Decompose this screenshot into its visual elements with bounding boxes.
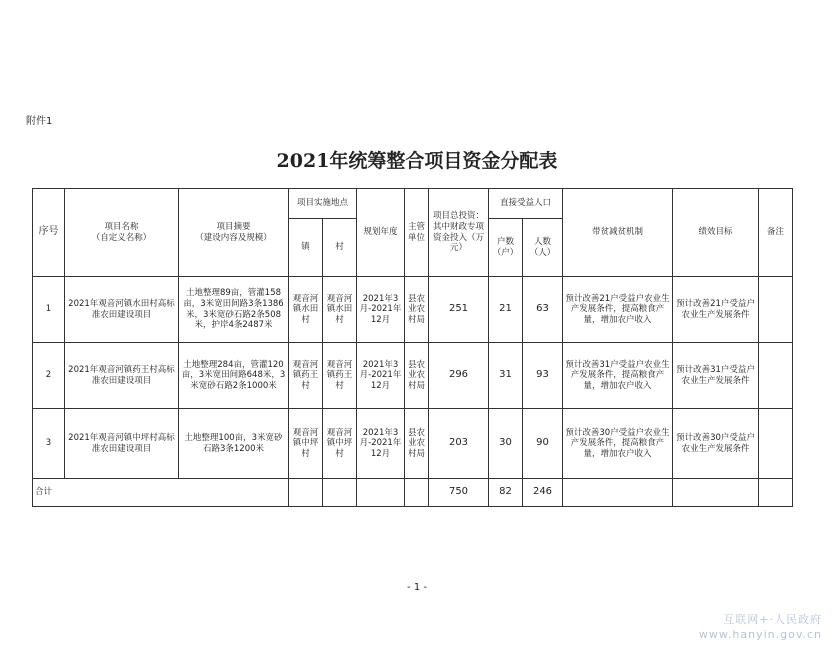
- row-plan-year: 2021年3月-2021年12月: [357, 409, 405, 479]
- total-empty-cell: [357, 479, 405, 507]
- table-row: [33, 343, 793, 409]
- annex-label: 附件1: [26, 116, 53, 127]
- row-remark: [759, 343, 793, 409]
- row-town: 观音河镇药王村: [289, 343, 323, 409]
- page-number: - 1 -: [407, 582, 427, 593]
- table-row: [33, 409, 793, 479]
- row-project-summary: 土地整理284亩，管灌120亩，3米宽田间路648米，3米宽砂石路2条1000米: [179, 343, 289, 409]
- row-mechanism: 预计改善21户受益户农业生产发展条件，提高粮食产量，增加农户收入: [563, 277, 673, 343]
- row-plan-year: 2021年3月-2021年12月: [357, 277, 405, 343]
- row-target: 预计改善21户受益户农业生产发展条件: [673, 277, 759, 343]
- total-label: 合计: [33, 479, 289, 507]
- row-town: 观音河镇水田村: [289, 277, 323, 343]
- header-unit: 主管单位: [405, 189, 429, 277]
- row-seq: 2: [33, 343, 65, 409]
- row-fund: 203: [429, 409, 489, 479]
- header-project-name: 项目名称 （自定义名称）: [65, 189, 179, 277]
- row-mechanism: 预计改善30户受益户农业生产发展条件，提高粮食产量，增加农户收入: [563, 409, 673, 479]
- total-people: 246: [523, 479, 563, 507]
- row-households: 31: [489, 343, 523, 409]
- total-empty-cell: [405, 479, 429, 507]
- row-households: 21: [489, 277, 523, 343]
- header-location: 项目实施地点: [289, 189, 357, 219]
- row-households: 30: [489, 409, 523, 479]
- row-remark: [759, 409, 793, 479]
- row-people: 90: [523, 409, 563, 479]
- watermark-line-2: www.hanyin.gov.cn: [698, 628, 822, 642]
- row-village: 观音河镇药王村: [323, 343, 357, 409]
- table-header-row: [33, 189, 793, 219]
- header-seq: 序号: [33, 189, 65, 277]
- row-project-name: 2021年观音河镇药王村高标准农田建设项目: [65, 343, 179, 409]
- row-project-summary: 土地整理89亩，管灌158亩，3米宽田间路3条1386米，3米宽砂石路2条508米，护岸4条2487米: [179, 277, 289, 343]
- row-fund: 296: [429, 343, 489, 409]
- header-village: 村: [323, 219, 357, 277]
- row-unit: 县农业农村局: [405, 277, 429, 343]
- row-target: 预计改善30户受益户农业生产发展条件: [673, 409, 759, 479]
- row-people: 63: [523, 277, 563, 343]
- total-fund: 750: [429, 479, 489, 507]
- row-project-summary: 土地整理100亩，3米宽砂石路3条1200米: [179, 409, 289, 479]
- header-people: 人数（人）: [523, 219, 563, 277]
- row-village: 观音河镇中坪村: [323, 409, 357, 479]
- row-people: 93: [523, 343, 563, 409]
- row-seq: 1: [33, 277, 65, 343]
- total-empty-cell: [563, 479, 673, 507]
- row-mechanism: 预计改善31户受益户农业生产发展条件，提高粮食产量，增加农户收入: [563, 343, 673, 409]
- table-total-row: [33, 479, 793, 507]
- row-unit: 县农业农村局: [405, 343, 429, 409]
- fund-allocation-table: [32, 188, 793, 507]
- site-watermark: [699, 612, 822, 643]
- total-households: 82: [489, 479, 523, 507]
- header-mechanism: 带贫减贫机制: [563, 189, 673, 277]
- header-town: 镇: [289, 219, 323, 277]
- total-empty-cell: [289, 479, 323, 507]
- total-empty-cell: [673, 479, 759, 507]
- header-plan-year: 规划年度: [357, 189, 405, 277]
- table-row: [33, 277, 793, 343]
- watermark-line-1: 互联网+·人民政府: [723, 613, 822, 626]
- total-empty-cell: [323, 479, 357, 507]
- header-benefit: 直接受益人口: [489, 189, 563, 219]
- total-empty-cell: [759, 479, 793, 507]
- header-target: 绩效目标: [673, 189, 759, 277]
- row-remark: [759, 277, 793, 343]
- row-project-name: 2021年观音河镇水田村高标准农田建设项目: [65, 277, 179, 343]
- row-fund: 251: [429, 277, 489, 343]
- row-unit: 县农业农村局: [405, 409, 429, 479]
- header-households: 户数（户）: [489, 219, 523, 277]
- row-project-name: 2021年观音河镇中坪村高标准农田建设项目: [65, 409, 179, 479]
- row-plan-year: 2021年3月-2021年12月: [357, 343, 405, 409]
- row-town: 观音河镇中坪村: [289, 409, 323, 479]
- header-fund: 项目总投资：其中财政专项资金投入（万元）: [429, 189, 489, 277]
- row-seq: 3: [33, 409, 65, 479]
- row-village: 观音河镇水田村: [323, 277, 357, 343]
- row-target: 预计改善31户受益户农业生产发展条件: [673, 343, 759, 409]
- header-remark: 备注: [759, 189, 793, 277]
- header-project-summary: 项目摘要 （建设内容及规模）: [179, 189, 289, 277]
- page-title: 2021年统筹整合项目资金分配表: [276, 150, 558, 172]
